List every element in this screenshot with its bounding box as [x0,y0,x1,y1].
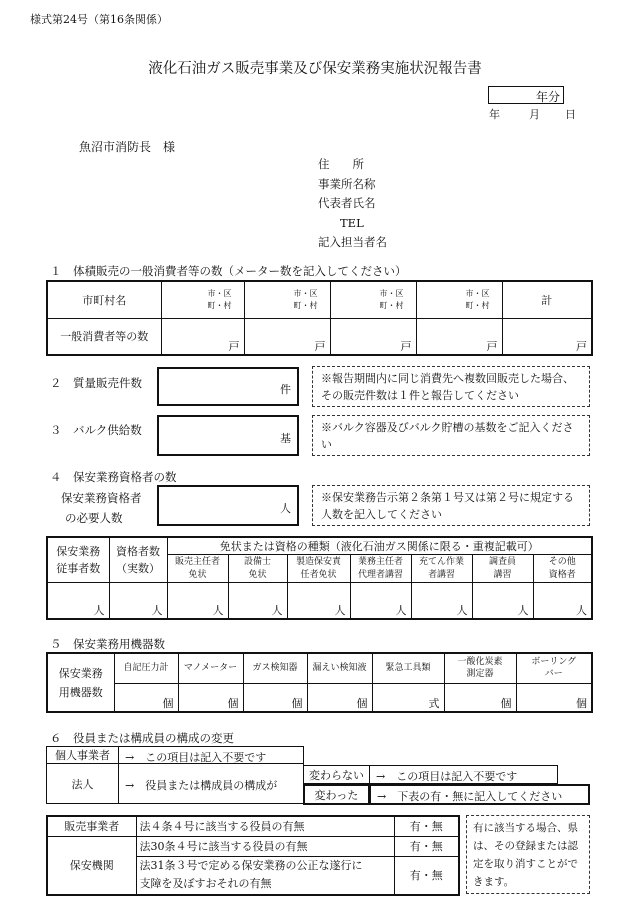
equipment-count-cell[interactable]: 個 [178,683,243,712]
required-qualified-label: 保安業務資格者 の必要人数 [61,491,142,525]
mass-sales-count-field[interactable] [157,367,299,406]
sales-business-label: 販売事業者 [47,816,136,836]
equipment-type: マノメーター [178,653,243,683]
bulk-supply-unit: 基 [280,432,291,445]
equipment-count-cell[interactable]: 個 [516,683,592,712]
applicant-info [318,155,387,253]
report-year-field[interactable] [488,86,564,104]
total-header: 計 [502,281,592,318]
section5-heading: ５ 保安業務用機器数 [50,637,165,651]
date-year: 年 [489,108,500,121]
qualified-actual-header: 資格者数 （実数） [109,537,167,583]
applicant-tel-label: TEL [340,215,364,230]
municipality-cell[interactable]: 市・区 町・村 [330,281,416,318]
applicant-address-label: 住 所 [318,157,364,171]
mass-sales-unit: 件 [280,383,291,396]
sole-proprietor-label: 個人事業者 [46,746,119,764]
consumer-count-total[interactable]: 戸 [502,318,592,355]
date-month: 月 [529,108,540,121]
personnel-count-cell[interactable]: 人 [472,583,533,619]
section1-heading: １ 体積販売の一般消費者等の数（メーター数を記入してください） [50,264,407,278]
consumer-count-cell[interactable]: 戸 [330,318,416,355]
qualification-type-header: 免状または資格の種類（液化石油ガス関係に限る・重複記載可） [167,537,592,555]
addressee: 魚沼市消防長 様 [79,140,176,154]
equipment-type: 緊急工具類 [372,653,444,683]
personnel-count-cell[interactable]: 人 [287,583,350,619]
consumer-count-cell[interactable]: 戸 [416,318,502,355]
required-qualified-note: ※保安業務告示第２条第１号又は第２号に規定する人数を記入してください [312,485,590,526]
revocation-note: 有に該当する場合、県 は、その登録または認 定を取り消すことがで きます。 [466,815,590,894]
unchanged-option[interactable]: 変わらない [303,765,370,784]
equipment-type: 自記圧力計 [114,653,178,683]
personnel-count-cell[interactable]: 人 [228,583,287,619]
equipment-count-cell[interactable]: 個 [243,683,307,712]
personnel-count-cell[interactable]: 人 [350,583,411,619]
section6-heading: ６ 役員または構成員の構成の変更 [50,731,234,745]
personnel-count-cell[interactable]: 人 [47,583,109,619]
changed-option[interactable]: 変わった [303,784,370,805]
corporation-note: → 役員または構成員の構成が [118,763,304,804]
section3-heading: ３ バルク供給数 [50,423,142,437]
section4-heading: ４ 保安業務資格者の数 [50,470,177,484]
consumer-count-table [46,280,593,356]
equipment-type: ガス検知器 [243,653,307,683]
equipment-type: 一酸化炭素 測定器 [444,653,516,683]
section2-heading: ２ 質量販売件数 [50,376,142,390]
article31-yes-no[interactable]: 有・無 [394,856,459,895]
article31-question: 法31条３号で定める保安業務の公正な遂行に 支障を及ぼすおそれの有無 [136,856,394,895]
required-qualified-count-field[interactable] [157,485,299,526]
page-title: 液化石油ガス販売事業及び保安業務実施状況報告書 [148,61,482,77]
bulk-supply-note: ※バルク容器及びバルク貯槽の基数をご記入ください [312,415,590,456]
equipment-count-cell[interactable]: 個 [444,683,516,712]
article4-yes-no[interactable]: 有・無 [394,816,459,836]
qualification-header: 設備士 免状 [228,555,287,583]
safety-staff-header: 保安業務 従事者数 [47,537,109,583]
personnel-count-cell[interactable]: 人 [109,583,167,619]
form-number: 様式第24号（第16条関係） [30,13,168,26]
equipment-type: 漏えい検知液 [307,653,372,683]
safety-agency-label: 保安機関 [47,836,136,895]
municipality-cell[interactable]: 市・区 町・村 [161,281,244,318]
equipment-count-cell[interactable]: 式 [372,683,444,712]
equipment-table [46,652,593,713]
qualification-header: 製造保安責 任者免状 [287,555,350,583]
unchanged-note: → この項目は記入不要です [369,765,558,784]
qualification-header: 業務主任者 代理者講習 [350,555,411,583]
changed-note: → 下表の有・無に記入してください [369,784,590,805]
consumer-count-cell[interactable]: 戸 [161,318,244,355]
equipment-count-cell[interactable]: 個 [307,683,372,712]
personnel-count-cell[interactable]: 人 [533,583,592,619]
equipment-type: ボーリング バー [516,653,592,683]
article30-yes-no[interactable]: 有・無 [394,836,459,856]
article4-question: 法４条４号に該当する役員の有無 [136,816,394,836]
corporation-label: 法人 [46,763,119,804]
equipment-count-cell[interactable]: 個 [114,683,178,712]
qualification-header: その他 資格者 [533,555,592,583]
qualification-header: 販売主任者 免状 [167,555,228,583]
municipality-cell[interactable]: 市・区 町・村 [244,281,330,318]
qualification-header: 充てん作業 者講習 [411,555,472,583]
consumer-count-cell[interactable]: 戸 [244,318,330,355]
sole-proprietor-note: → この項目は記入不要です [118,746,304,764]
applicant-office-label: 事業所名称 [318,176,376,191]
bulk-supply-count-field[interactable] [157,415,299,456]
mass-sales-note: ※報告期間内に同じ消費先へ複数回販売した場合、その販売件数は１件と報告してください [312,366,590,407]
equipment-header: 保安業務 用機器数 [47,653,114,712]
municipality-header: 市町村名 [47,281,161,318]
qualification-header: 調査員 講習 [472,555,533,583]
applicant-representative-label: 代表者氏名 [318,196,376,210]
report-year-label: 年分 [535,90,560,104]
article30-question: 法30条４号に該当する役員の有無 [136,836,394,856]
consumer-count-label: 一般消費者等の数 [47,318,161,355]
required-qualified-unit: 人 [280,502,291,515]
municipality-cell[interactable]: 市・区 町・村 [416,281,502,318]
personnel-count-cell[interactable]: 人 [411,583,472,619]
qualified-personnel-table [46,536,593,620]
officer-eligibility-table [46,815,460,896]
applicant-contact-label: 記入担当者名 [318,235,387,249]
personnel-count-cell[interactable]: 人 [167,583,228,619]
date-day: 日 [565,108,576,121]
